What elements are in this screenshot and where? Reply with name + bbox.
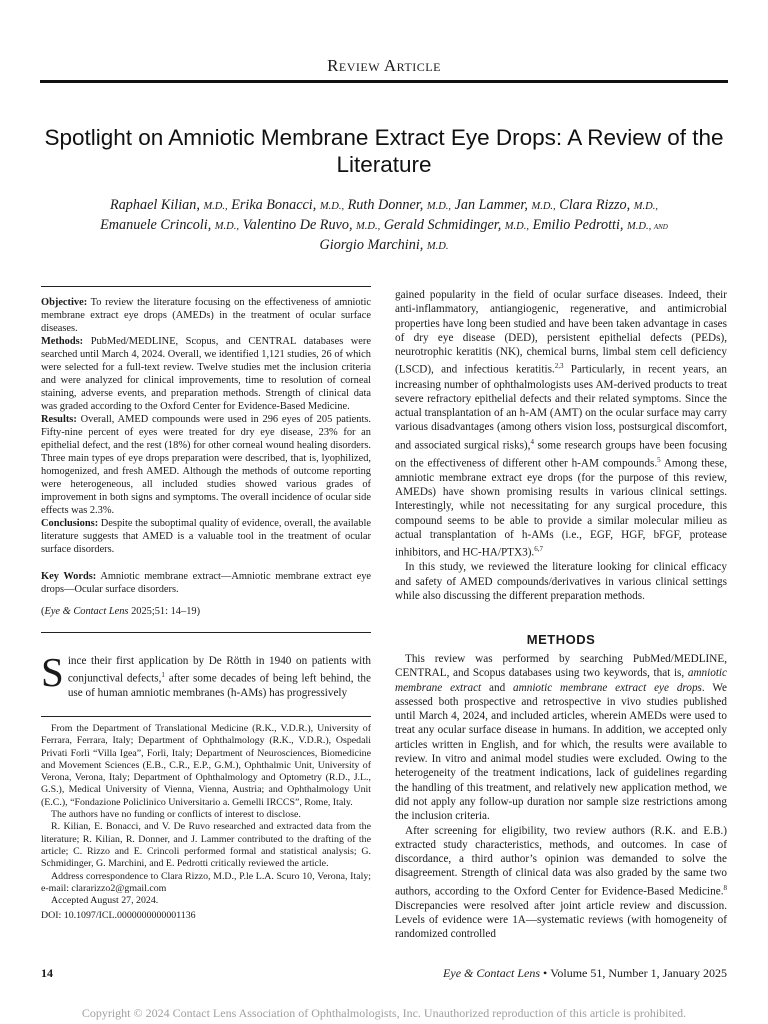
methods-text-c: After screening for eligibility, two review authors (R.K. and E.B.) extracted study characteristics, methods, and outcomes. In case of discordance, a third author’s opinion was demanded to solve the disagreement. Strength of clinical data was also graded by the same two authors, according to the Oxford Center for Evidence-Based Medicine. xyxy=(395,824,727,898)
affiliations xyxy=(41,723,371,923)
ref-4[interactable]: 4 xyxy=(530,437,534,446)
conclusions-text: Despite the suboptimal quality of evidence, overall, the available literature suggests that AMED is a valuable tool in the treatment of ocular surface disorders. xyxy=(41,518,371,555)
results-label: Results: xyxy=(41,414,77,425)
methods-paragraph-2 xyxy=(395,824,727,942)
intro-text-b: after some decades of being left behind, the use of human amniotic membranes (h-AMs) has progressively xyxy=(67,673,371,700)
objective-text: To review the literature focusing on the effectiveness of amniotic membrane extract eye drops (AMEDs) in the treatment of ocular surface diseases. xyxy=(41,297,371,334)
abstract-objective xyxy=(41,296,371,335)
author-degree: M.D., xyxy=(319,201,345,212)
intro-cont-text-b: Particularly, in recent years, an increasing number of ophthalmologists uses AM-derived products to treat severe refractory epithelial defects and their related symptoms. Since the actual transplantation of an h-AM (AMT) on the ocular surface may carry various disadvantages (among others vision loss, postsurgical discomfort, and associated surgical risks), xyxy=(395,364,727,452)
methods-label: Methods: xyxy=(41,336,84,347)
ref-2-3[interactable]: 2,3 xyxy=(554,362,564,371)
methods-and: and xyxy=(481,681,514,694)
citation-journal: Eye & Contact Lens xyxy=(44,606,129,617)
section-label: Review Article xyxy=(327,56,441,75)
citation-details: 2025;51: 14–19) xyxy=(131,606,201,617)
running-footer xyxy=(443,966,727,981)
author-name: Erika Bonacci, xyxy=(231,197,317,213)
author-name: Valentino De Ruvo, xyxy=(242,217,353,233)
citation-open: ( xyxy=(41,606,45,617)
author-name: Jan Lammer, xyxy=(454,197,528,213)
footer-journal: Eye & Contact Lens xyxy=(443,966,541,980)
contributions-statement: R. Kilian, E. Bonacci, and V. De Ruvo researched and extracted data from the literature; R. Kilian, R. Donner, and J. Lammer contributed to the drafting of the article; C. Rizzo and E. Crincoli performed formal and statistical analysis; G. Schmidinger, G. Marchini, and E. Pedrotti critically reviewed the article. xyxy=(41,821,371,870)
doi[interactable]: DOI: 10.1097/ICL.0000000000001136 xyxy=(41,910,196,922)
author-list xyxy=(52,196,716,256)
intro-continued-paragraph xyxy=(395,288,727,560)
abstract-methods xyxy=(41,335,371,413)
author-degree: M.D., xyxy=(504,221,530,232)
keywords xyxy=(41,570,371,596)
affiliation-rule xyxy=(41,716,371,717)
author-degree: M.D., xyxy=(214,221,240,232)
drop-cap: S xyxy=(41,649,64,695)
author-degree: M.D., xyxy=(356,221,381,232)
keyword-1: amniotic membrane extract xyxy=(395,667,727,694)
objective-label: Objective: xyxy=(41,297,88,308)
funding-statement: The authors have no funding or conflicts of interest to disclose. xyxy=(51,809,301,821)
author-degree: M.D., xyxy=(633,201,658,212)
methods-text: PubMed/MEDLINE, Scopus, and CENTRAL databases were searched until March 4, 2024. Overall, we identified 1,121 studies, 26 of which were selected for a full-text review. Twelve studies met the inclusion criteria and were analyzed for clinical improvements, time to resolution of corneal staining, adverse events, and preparation methods. Strength of clinical data was graded according to the Oxford Center for Evidence-Based Medicine. xyxy=(41,336,371,412)
methods-text-d: Discrepancies were resolved after joint article review and discussion. Levels of evidence were 1A—systematic reviews (with homogeneity of randomized controlled xyxy=(395,899,727,941)
affiliation-text: From the Department of Translational Medicine (R.K., V.D.R.), University of Ferrara, Ferrara, Italy; Department of Ophthalmology (R.K., V.D.R.), Ospedali Privati Forlì “Villa Igea”, Forlì, Italy; Department of Neurosciences, Biomedicine and Movement Sciences (E.B., C.R., E.P., G.M.), Ophthalmic Unit, University of Verona, Verona, Italy; Department of Ophthalmology and Optometry (R.D., J.L., G.S.), Medical University of Vienna, Vienna, Austria; and Ophthalmology Unit (E.C.), “Fondazione Policlinico Universitario a. Gemelli IRCCS”, Rome, Italy. xyxy=(41,723,371,808)
methods-text-a: This review was performed by searching PubMed/MEDLINE, CENTRAL, and Scopus databases using two keywords, that is, xyxy=(395,653,727,680)
abstract-conclusions xyxy=(41,517,371,556)
right-column-intro xyxy=(395,288,727,603)
author-name: Gerald Schmidinger, xyxy=(383,217,502,233)
methods-section xyxy=(395,652,727,942)
author-degree: M.D., xyxy=(426,201,452,212)
article-title: Spotlight on Amniotic Membrane Extract Eye Drops: A Review of the Literature xyxy=(44,125,724,177)
abstract xyxy=(41,296,371,556)
author-name: Ruth Donner, xyxy=(347,197,424,213)
intro-cont-text-c: some research groups have been focusing on the effectiveness of different other h-AM compounds. xyxy=(395,439,727,470)
study-aim-paragraph: In this study, we reviewed the literature looking for clinical efficacy and safety of AMED compounds/derivatives in various clinical settings while also discussing the different preparation methods. xyxy=(395,561,727,602)
intro-cont-text-d: Among these, amniotic membrane extract eye drops (for the purpose of this review, AMEDs) have shown promising results in various clinical settings. Interestingly, while not necessitating for any surgical procedure, this compound seems to be able to provide a similar molecular milieu as actual transplantation of h-AMs (i.e., EGF, HGF, bFGF, protease inhibitors, and HC-HA/PTX3). xyxy=(395,457,727,559)
correspondence-address: Address correspondence to Clara Rizzo, M.D., P.le L.A. Scuro 10, Verona, Italy; e-mail: clararizzo2@gmail.com xyxy=(41,870,371,894)
keywords-label: Key Words: xyxy=(41,571,97,582)
intro-cont-text-a: gained popularity in the field of ocular surface diseases. Indeed, their anti-inflammatory, antiangiogenic, regenerative, and antimicrobial properties have long been studied and have been taken advantage in cases of dry eye disease (DED), persistent epithelial defects (PEDs), neurotrophic keratitis (NK), chemical burns, limbal stem cell deficiency (LSCD), and infectious keratitis. xyxy=(395,289,727,377)
author-degree: M.D., xyxy=(531,201,556,212)
copyright-notice: Copyright © 2024 Contact Lens Association of Ophthalmologists, Inc. Unauthorized reproduction of this article is prohibited. xyxy=(81,1006,687,1020)
header-rule xyxy=(40,80,728,83)
ref-1[interactable]: 1 xyxy=(161,671,165,680)
accepted-date: Accepted August 27, 2024. xyxy=(51,895,159,907)
ref-5[interactable]: 5 xyxy=(657,455,661,464)
intro-paragraph xyxy=(41,649,371,701)
abstract-bottom-rule xyxy=(41,632,371,633)
methods-text-b: . We assessed both prospective and retrospective in vivo studies published until March 4, 2024, and included articles, wherein AMEDs were used to treat any ocular surface disease in humans. In addition, we accepted only articles written in English, and for which, the results were available to review. In vitro and animal model studies were excluded. Owing to the heterogeneity of the treatment indications, lack of guidelines regarding the handling of this treatment, and relatively new application method, we did not apply any follow-up duration nor sample size restrictions among the inclusion criteria. xyxy=(395,681,727,823)
citation xyxy=(41,605,371,618)
methods-heading: METHODS xyxy=(526,632,596,647)
keywords-text: Amniotic membrane extract—Amniotic membrane extract eye drops—Ocular surface disorders. xyxy=(41,571,371,595)
keyword-2: amniotic membrane extract eye drops xyxy=(513,681,702,694)
page-number: 14 xyxy=(41,966,53,980)
author-name: Giorgio Marchini, xyxy=(319,237,424,253)
ref-6-7[interactable]: 6,7 xyxy=(534,545,543,554)
results-text: Overall, AMED compounds were used in 296 eyes of 205 patients. Fifty-nine percent of eyes were treated for dry eye disease, 23% for an epithelial defect, and the rest (18%) for other corneal wound healing disorders. Three main types of eye drops preparation were described, that is, lyophilized, homogenized, and fresh AMED. Although the methods of outcome reporting were heterogeneous, all included studies showed various grades of improvement in both signs and symptoms. The overall incidence of ocular side effects was 2.3%. xyxy=(41,414,371,516)
intro-text-a: ince their first application by De Rötth in 1940 on patients with conjunctival defects, xyxy=(67,655,371,686)
footer-issue: Volume 51, Number 1, January 2025 xyxy=(550,966,727,980)
footer-bullet: • xyxy=(543,966,548,980)
methods-paragraph-1 xyxy=(395,652,727,824)
author-degree: M.D., and xyxy=(627,221,668,232)
ref-8[interactable]: 8 xyxy=(723,883,727,892)
author-name: Emilio Pedrotti, xyxy=(532,217,624,233)
abstract-results xyxy=(41,413,371,517)
author-name: Clara Rizzo, xyxy=(559,197,631,213)
author-degree: M.D. xyxy=(426,241,449,252)
conclusions-label: Conclusions: xyxy=(41,518,99,529)
author-name: Emanuele Crincoli, xyxy=(100,217,212,233)
author-degree: M.D., xyxy=(203,201,228,212)
author-name: Raphael Kilian, xyxy=(110,197,200,213)
abstract-top-rule xyxy=(41,286,371,287)
